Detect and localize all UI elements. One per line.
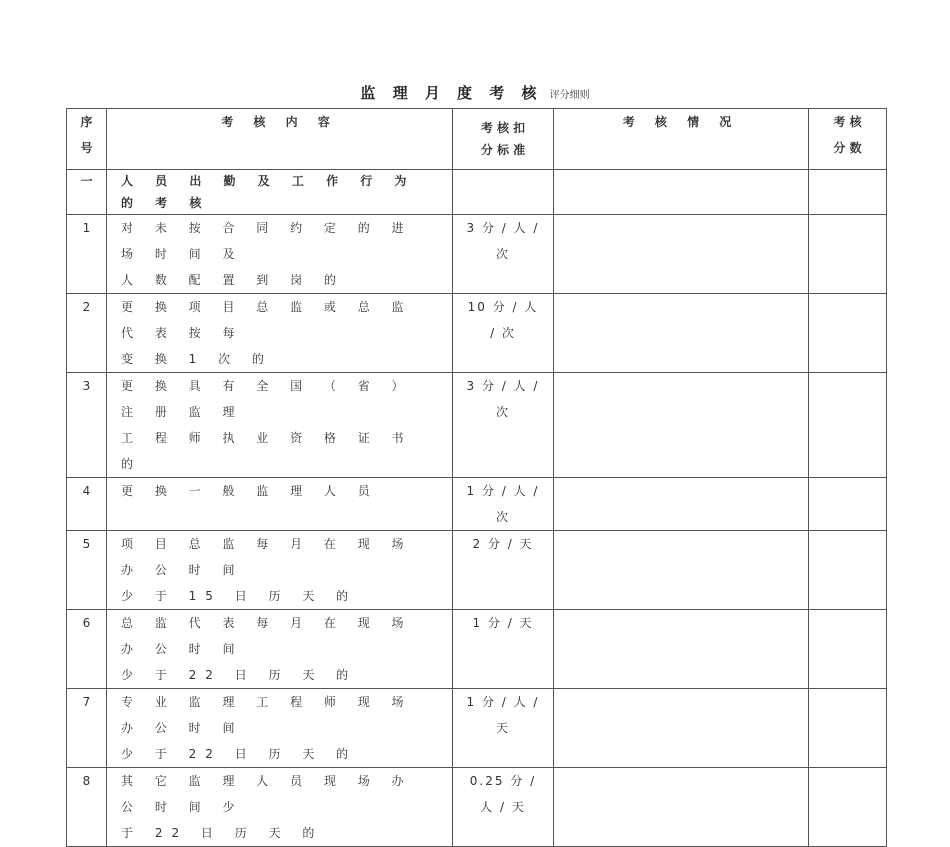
row-standard bbox=[453, 294, 554, 373]
table-row bbox=[67, 294, 887, 373]
row-content-line2: 人 数 配 置 到 岗 的 bbox=[121, 273, 345, 287]
row-standard bbox=[453, 478, 554, 531]
row-standard-line1: 1 分 / 天 bbox=[472, 616, 534, 630]
row-standard-line2: 次 bbox=[495, 510, 510, 524]
table-row bbox=[67, 215, 887, 294]
section-title: 人 员 出 勤 及 工 作 行 为 的 考 核 bbox=[107, 170, 453, 215]
row-status-cell bbox=[554, 689, 809, 768]
row-content bbox=[107, 689, 453, 768]
row-content bbox=[107, 768, 453, 847]
document-subtitle: 评分细则 bbox=[549, 90, 590, 101]
row-status-cell bbox=[554, 478, 809, 531]
row-score-cell bbox=[809, 215, 887, 294]
row-standard-line1: 0.25 分 / bbox=[469, 774, 537, 788]
row-no: 2 bbox=[67, 294, 107, 373]
row-standard bbox=[453, 373, 554, 478]
row-standard bbox=[453, 531, 554, 610]
row-score-cell bbox=[809, 531, 887, 610]
row-no: 4 bbox=[67, 478, 107, 531]
row-content-line1: 专 业 监 理 工 程 师 现 场 办 公 时 间 bbox=[121, 695, 413, 735]
row-score-cell bbox=[809, 768, 887, 847]
document-title: 监 理 月 度 考 核 bbox=[360, 84, 543, 102]
table-row bbox=[67, 478, 887, 531]
row-content-line2: 少 于 22 日 历 天 的 bbox=[121, 747, 358, 761]
table-header-row bbox=[67, 109, 887, 170]
row-status-cell bbox=[554, 373, 809, 478]
header-content: 考 核 内 容 bbox=[107, 109, 453, 170]
row-standard bbox=[453, 689, 554, 768]
row-standard-line1: 3 分 / 人 / bbox=[466, 379, 540, 393]
row-content-line1: 更 换 项 目 总 监 或 总 监 代 表 按 每 bbox=[121, 300, 413, 340]
row-score-cell bbox=[809, 610, 887, 689]
row-no: 3 bbox=[67, 373, 107, 478]
section-score-cell bbox=[809, 170, 887, 215]
row-standard bbox=[453, 215, 554, 294]
table-row bbox=[67, 768, 887, 847]
row-content-line1: 更 换 一 般 监 理 人 员 bbox=[121, 484, 379, 498]
header-no bbox=[67, 109, 107, 170]
row-content-line1: 对 未 按 合 同 约 定 的 进 场 时 间 及 bbox=[121, 221, 413, 261]
row-score-cell bbox=[809, 689, 887, 768]
row-content-line1: 其 它 监 理 人 员 现 场 办 公 时 间 少 bbox=[121, 774, 413, 814]
row-standard-line1: 1 分 / 人 / bbox=[466, 695, 540, 709]
document-title-block bbox=[0, 82, 950, 103]
row-no: 5 bbox=[67, 531, 107, 610]
row-standard-line2: 人 / 天 bbox=[480, 800, 526, 814]
row-standard-line2: 天 bbox=[495, 721, 510, 735]
row-standard bbox=[453, 768, 554, 847]
row-status-cell bbox=[554, 531, 809, 610]
header-standard-line1: 考 核 扣 bbox=[480, 121, 526, 135]
row-content-line1: 项 目 总 监 每 月 在 现 场 办 公 时 间 bbox=[121, 537, 413, 577]
row-content-line2: 少 于 15 日 历 天 的 bbox=[121, 589, 358, 603]
row-score-cell bbox=[809, 478, 887, 531]
section-no: 一 bbox=[67, 170, 107, 215]
header-no-line2: 号 bbox=[80, 141, 93, 155]
row-no: 1 bbox=[67, 215, 107, 294]
row-content bbox=[107, 531, 453, 610]
header-score-line2: 分 数 bbox=[833, 141, 862, 155]
row-content-line2: 工 程 师 执 业 资 格 证 书 的 bbox=[121, 431, 413, 471]
row-content-line1: 总 监 代 表 每 月 在 现 场 办 公 时 间 bbox=[121, 616, 413, 656]
section-standard-cell bbox=[453, 170, 554, 215]
row-no: 7 bbox=[67, 689, 107, 768]
row-no: 6 bbox=[67, 610, 107, 689]
row-status-cell bbox=[554, 294, 809, 373]
header-standard bbox=[453, 109, 554, 170]
row-content bbox=[107, 373, 453, 478]
row-standard-line2: / 次 bbox=[490, 326, 516, 340]
row-standard-line1: 1 分 / 人 / bbox=[466, 484, 540, 498]
row-content-line2: 变 换 1 次 的 bbox=[121, 352, 273, 366]
section-status-cell bbox=[554, 170, 809, 215]
row-content-line1: 更 换 具 有 全 国 （ 省 ） 注 册 监 理 bbox=[121, 379, 413, 419]
assessment-table bbox=[66, 108, 887, 847]
header-score-line1: 考 核 bbox=[833, 115, 862, 129]
row-standard bbox=[453, 610, 554, 689]
header-no-line1: 序 bbox=[80, 115, 93, 129]
row-content bbox=[107, 478, 453, 531]
row-score-cell bbox=[809, 294, 887, 373]
header-standard-line2: 分 标 准 bbox=[480, 143, 526, 157]
row-content-line2: 少 于 22 日 历 天 的 bbox=[121, 668, 358, 682]
row-content bbox=[107, 610, 453, 689]
row-standard-line1: 10 分 / 人 bbox=[467, 300, 539, 314]
table-row bbox=[67, 373, 887, 478]
row-status-cell bbox=[554, 610, 809, 689]
row-content bbox=[107, 294, 453, 373]
row-status-cell bbox=[554, 215, 809, 294]
row-content-line2: 于 22 日 历 天 的 bbox=[121, 826, 324, 840]
table-row bbox=[67, 610, 887, 689]
row-standard-line1: 3 分 / 人 / bbox=[466, 221, 540, 235]
row-no: 8 bbox=[67, 768, 107, 847]
table-row bbox=[67, 531, 887, 610]
section-row bbox=[67, 170, 887, 215]
header-status: 考 核 情 况 bbox=[554, 109, 809, 170]
row-score-cell bbox=[809, 373, 887, 478]
row-content bbox=[107, 215, 453, 294]
row-standard-line1: 2 分 / 天 bbox=[472, 537, 534, 551]
row-standard-line2: 次 bbox=[495, 247, 510, 261]
table-row bbox=[67, 689, 887, 768]
row-status-cell bbox=[554, 768, 809, 847]
header-score bbox=[809, 109, 887, 170]
row-standard-line2: 次 bbox=[495, 405, 510, 419]
